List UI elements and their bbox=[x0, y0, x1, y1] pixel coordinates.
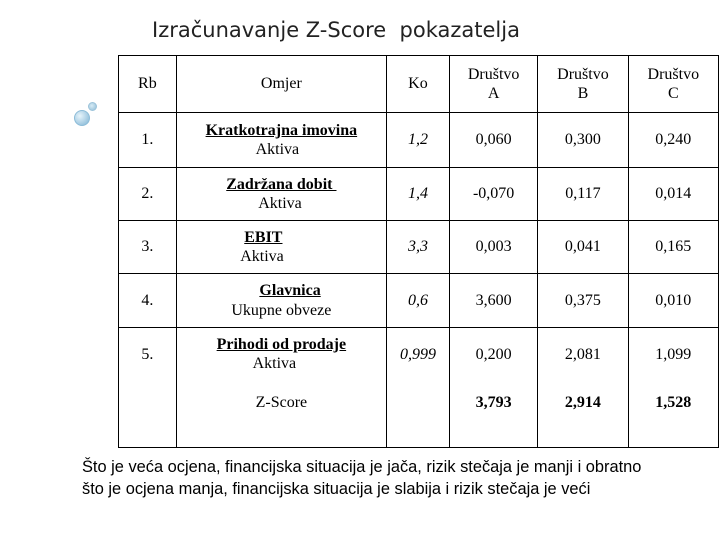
table-row bbox=[119, 113, 719, 168]
ratio-denominator: Ukupne obveze bbox=[231, 301, 332, 319]
header-drustvo-c bbox=[628, 56, 718, 113]
row-omjer bbox=[176, 168, 386, 221]
header-ko: Ko bbox=[386, 56, 449, 113]
header-drustvo-b-line2: B bbox=[577, 85, 589, 102]
row-omjer bbox=[176, 221, 386, 274]
ratio-numerator: Kratkotrajna imovina bbox=[205, 121, 358, 139]
row-value-b: 0,375 bbox=[538, 274, 628, 328]
zscore-rb-empty bbox=[119, 381, 177, 448]
header-row bbox=[119, 56, 719, 113]
header-drustvo-c-line1: Društvo bbox=[647, 65, 700, 83]
zscore-value-c: 1,528 bbox=[628, 381, 718, 448]
row-omjer bbox=[176, 328, 386, 381]
row-value-c: 0,014 bbox=[628, 168, 718, 221]
row-value-a: -0,070 bbox=[449, 168, 537, 221]
header-drustvo-a-line2: A bbox=[487, 85, 500, 102]
header-drustvo-a bbox=[449, 56, 537, 113]
zscore-row bbox=[119, 381, 719, 448]
ratio-numerator: Zadržana dobit bbox=[226, 175, 337, 193]
row-value-c: 0,165 bbox=[628, 221, 718, 274]
zscore-label: Z-Score bbox=[176, 381, 386, 448]
header-drustvo-b-line1: Društvo bbox=[557, 65, 609, 83]
row-value-b: 2,081 bbox=[538, 328, 628, 381]
header-drustvo-c-line2: C bbox=[667, 85, 679, 102]
header-drustvo-b bbox=[538, 56, 628, 113]
header-drustvo-a-line1: Društvo bbox=[467, 65, 520, 83]
table-row bbox=[119, 221, 719, 274]
ratio-numerator: Glavnica bbox=[259, 282, 321, 300]
row-ko: 0,6 bbox=[386, 274, 449, 328]
header-rb: Rb bbox=[119, 56, 177, 113]
footer-note bbox=[82, 456, 716, 500]
zscore-table bbox=[118, 55, 719, 448]
row-value-b: 0,117 bbox=[538, 168, 628, 221]
ratio-numerator: Prihodi od prodaje bbox=[216, 336, 347, 354]
row-value-b: 0,300 bbox=[538, 113, 628, 168]
ratio-denominator: Aktiva bbox=[255, 141, 300, 158]
row-value-b: 0,041 bbox=[538, 221, 628, 274]
row-omjer bbox=[176, 113, 386, 168]
row-ko: 1,2 bbox=[386, 113, 449, 168]
row-value-c: 0,010 bbox=[628, 274, 718, 328]
row-value-a: 0,200 bbox=[449, 328, 537, 381]
row-ko: 3,3 bbox=[386, 221, 449, 274]
footer-line-1: Što je veća ocjena, financijska situacija je jača, rizik stečaja je manji i obratno bbox=[82, 458, 642, 476]
table-row bbox=[119, 168, 719, 221]
zscore-value-b: 2,914 bbox=[538, 381, 628, 448]
header-omjer: Omjer bbox=[176, 56, 386, 113]
row-value-a: 0,003 bbox=[449, 221, 537, 274]
small-dot-icon bbox=[88, 102, 97, 111]
row-value-c: 1,099 bbox=[628, 328, 718, 381]
table-row bbox=[119, 274, 719, 328]
ratio-denominator: Aktiva bbox=[258, 195, 302, 212]
zscore-ko-empty bbox=[386, 381, 449, 448]
row-omjer bbox=[176, 274, 386, 328]
row-value-c: 0,240 bbox=[628, 113, 718, 168]
row-rb: 1. bbox=[119, 113, 177, 168]
row-ko: 0,999 bbox=[386, 328, 449, 381]
row-rb: 3. bbox=[119, 221, 177, 274]
row-rb: 2. bbox=[119, 168, 177, 221]
table-row bbox=[119, 328, 719, 381]
row-value-a: 3,600 bbox=[449, 274, 537, 328]
ratio-denominator: Aktiva bbox=[252, 355, 297, 373]
footer-line-2: što je ocjena manja, financijska situacija je slabija i rizik stečaja je veći bbox=[82, 480, 591, 498]
ratio-numerator: EBIT bbox=[244, 228, 283, 246]
page-title: Izračunavanje Z-Score pokazatelja bbox=[152, 18, 520, 42]
ratio-denominator: Aktiva bbox=[240, 248, 284, 265]
large-dot-icon bbox=[74, 110, 90, 126]
row-value-a: 0,060 bbox=[449, 113, 537, 168]
row-ko: 1,4 bbox=[386, 168, 449, 221]
zscore-value-a: 3,793 bbox=[449, 381, 537, 448]
row-rb: 5. bbox=[119, 328, 177, 381]
row-rb: 4. bbox=[119, 274, 177, 328]
